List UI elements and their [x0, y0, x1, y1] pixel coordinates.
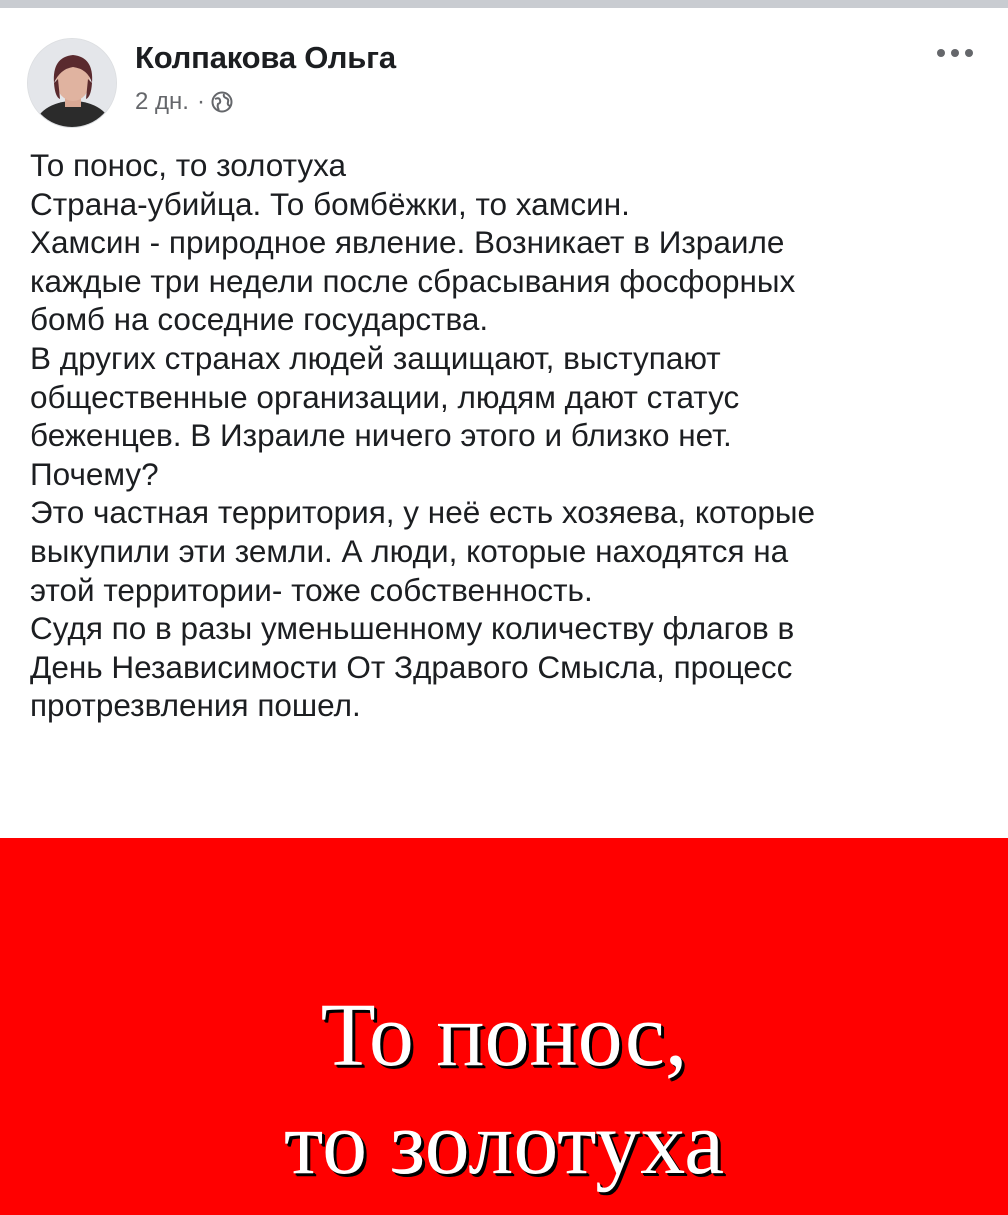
avatar[interactable]	[27, 38, 117, 128]
top-divider	[0, 0, 1008, 8]
post-image-banner[interactable]	[0, 838, 1008, 1215]
post-text-line: бомб на соседние государства.	[30, 301, 489, 338]
more-options-icon	[951, 49, 959, 57]
post-text	[30, 146, 990, 725]
post-meta	[135, 88, 233, 116]
meta-separator: ·	[196, 88, 205, 115]
post-text-line: В других странах людей защищают, выступают	[30, 339, 721, 376]
author-name[interactable]: Колпакова Ольга	[135, 40, 396, 75]
globe-icon	[211, 91, 233, 113]
more-options-icon	[937, 49, 945, 57]
banner-title-line2: то золотуха	[283, 1094, 725, 1193]
post-text-line: Судя по в разы уменьшенному количеству флагов в	[30, 610, 795, 647]
banner-title-line1: То понос,	[320, 986, 688, 1085]
more-options-button[interactable]	[925, 38, 985, 68]
post-text-line: Почему?	[30, 455, 159, 492]
post-text-line: протрезвления пошел.	[30, 687, 361, 724]
post-text-line: То понос, то золотуха	[30, 147, 347, 183]
post-text-line: Хамсин - природное явление. Возникает в Израиле	[30, 224, 785, 261]
post-text-line: Это частная территория, у неё есть хозяева, которые	[30, 494, 816, 531]
post-text-line: беженцев. В Израиле ничего этого и близко нет.	[30, 417, 732, 454]
post-text-line: этой территории- тоже собственность.	[30, 571, 593, 608]
post-text-line: Страна-убийца. То бомбёжки, то хамсин.	[30, 185, 630, 222]
post-text-line: выкупили эти земли. А люди, которые находятся на	[30, 532, 789, 569]
post-text-line: каждые три недели после сбрасывания фосфорных	[30, 262, 796, 299]
post-header	[0, 8, 1008, 138]
more-options-icon	[965, 49, 973, 57]
post-text-line: общественные организации, людям дают статус	[30, 378, 740, 415]
post-timestamp[interactable]: 2 дн.	[135, 88, 189, 115]
post-text-line: День Независимости От Здравого Смысла, процесс	[30, 648, 793, 685]
